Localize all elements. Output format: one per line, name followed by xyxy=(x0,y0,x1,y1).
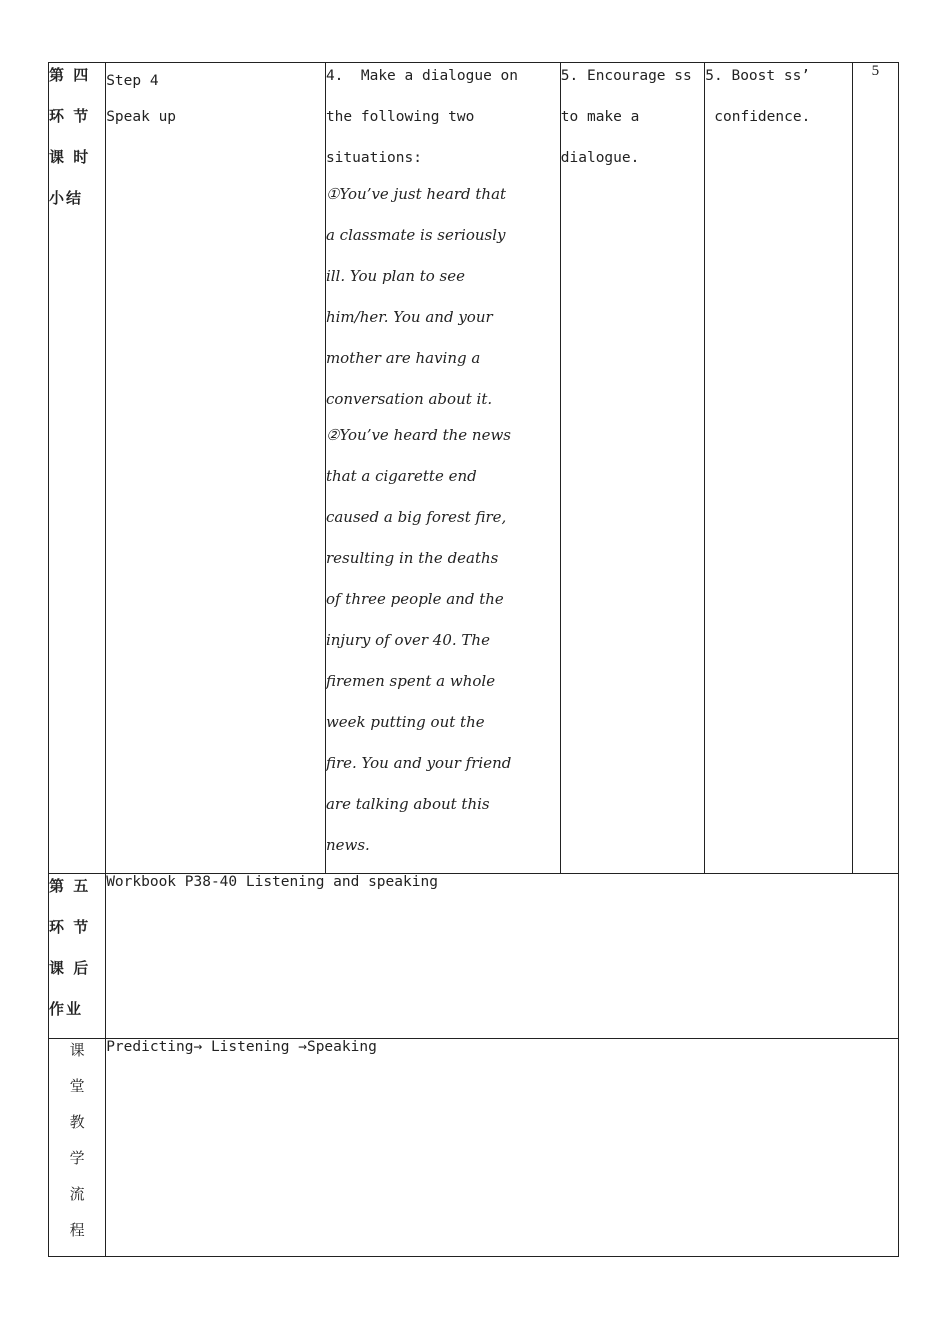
time-value: 5 xyxy=(871,63,880,79)
section5-label-line: 课 后 xyxy=(49,959,91,977)
section5-label-line: 环 节 xyxy=(49,918,91,936)
situation-1-line: ill. You plan to see xyxy=(325,267,465,285)
situation-1-line: him/her. You and your xyxy=(325,308,493,326)
homework-cell xyxy=(106,874,899,1039)
situation-2-line: firemen spent a whole xyxy=(325,672,496,690)
flow-label-char: 流 xyxy=(69,1185,85,1203)
teacher-line: 5. Encourage ss xyxy=(560,68,692,84)
section5-label-line: 第 五 xyxy=(49,877,91,895)
situation-1-line: mother are having a xyxy=(325,349,481,367)
situation-1 xyxy=(326,181,560,422)
lesson-plan-table xyxy=(48,62,899,1257)
purpose-line: 5. Boost ss’ xyxy=(705,68,811,84)
activity-cell xyxy=(325,63,560,874)
section4-label-line: 环 节 xyxy=(49,107,91,125)
flow-label-char: 课 xyxy=(69,1041,85,1059)
homework-text: Workbook P38-40 Listening and speaking xyxy=(106,874,438,890)
activity-intro-line: 4. Make a dialogue on xyxy=(325,68,519,84)
step-cell xyxy=(106,63,326,874)
situation-2-line: of three people and the xyxy=(325,590,504,608)
teacher-line: to make a xyxy=(560,109,640,125)
table-row-flow xyxy=(49,1039,899,1257)
situation-1-line: a classmate is seriously xyxy=(325,226,506,244)
situation-2-line: ②You’ve heard the news xyxy=(325,426,512,444)
section5-label xyxy=(49,874,106,1039)
table-row-section5 xyxy=(49,874,899,1039)
section5-label-line: 作业 xyxy=(49,1000,84,1018)
situation-2-line: news. xyxy=(325,836,370,854)
section4-label-line: 第 四 xyxy=(49,66,91,84)
section4-label-line: 课 时 xyxy=(49,148,91,166)
flow-label-char: 堂 xyxy=(69,1077,85,1095)
step-title: Step 4 xyxy=(106,73,159,89)
situation-1-line: ①You’ve just heard that xyxy=(325,185,507,203)
situation-2 xyxy=(326,422,560,873)
situation-1-line: conversation about it. xyxy=(325,390,493,408)
flow-label-char: 教 xyxy=(69,1113,85,1131)
step-name: Speak up xyxy=(106,109,177,125)
flow-label-char: 程 xyxy=(69,1221,85,1239)
teacher-line: dialogue. xyxy=(560,150,640,166)
teacher-activity-cell xyxy=(560,63,705,874)
situation-2-line: fire. You and your friend xyxy=(325,754,512,772)
situation-2-line: are talking about this xyxy=(325,795,490,813)
activity-intro-line: the following two xyxy=(325,109,475,125)
activity-intro-line: situations: xyxy=(325,150,422,166)
time-cell xyxy=(852,63,898,874)
purpose-cell xyxy=(705,63,853,874)
purpose-line: confidence. xyxy=(714,109,811,125)
section4-label-line: 小结 xyxy=(49,189,84,207)
situation-2-line: that a cigarette end xyxy=(325,467,477,485)
section4-label xyxy=(49,63,106,874)
flow-cell xyxy=(106,1039,899,1257)
situation-2-line: resulting in the deaths xyxy=(325,549,499,567)
flow-text: Predicting→ Listening →Speaking xyxy=(106,1039,377,1055)
table-row-section4 xyxy=(49,63,899,874)
situation-2-line: injury of over 40. The xyxy=(325,631,490,649)
situation-2-line: week putting out the xyxy=(325,713,485,731)
flow-label-char: 学 xyxy=(69,1149,85,1167)
situation-2-line: caused a big forest fire, xyxy=(325,508,507,526)
flow-label xyxy=(49,1039,106,1257)
